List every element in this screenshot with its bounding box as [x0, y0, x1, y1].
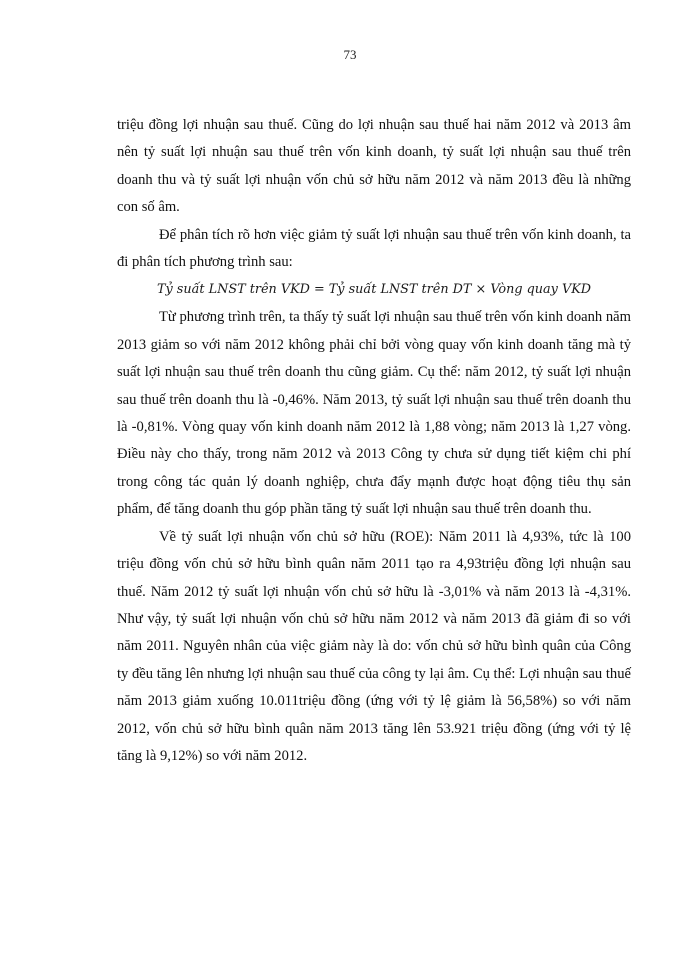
- paragraph-roe-analysis: Về tỷ suất lợi nhuận vốn chủ sở hữu (ROE): Năm 2011 là 4,93%, tức là 100 triệu đồng vốn chủ sở hữu bình quân năm 2011 tạo ra 4,93triệu đồng lợi nhuận sau thuế. Năm 2012 tỷ suất lợi nhuận vốn chủ sở hữu là -3,01% và năm 2013 là -4,31%. Như vậy, tỷ suất lợi nhuận vốn chủ sở hữu năm 2012 và năm 2013 đã giảm đi so với năm 2011. Nguyên nhân của việc giảm này là do: vốn chủ sở hữu bình quân của Công ty đều tăng lên nhưng lợi nhuận sau thuế của công ty lại âm. Cụ thể: Lợi nhuận sau thuế năm 2013 giảm xuống 10.011triệu đồng (ứng với tỷ lệ giảm là 56,58%) so với năm 2012, vốn chủ sở hữu bình quân năm 2013 tăng lên 53.921 triệu đồng (ứng với tỷ lệ tăng là 9,12%) so với năm 2012.: [117, 528, 631, 764]
- page-number: 73: [343, 47, 357, 62]
- paragraph-negative-profit: triệu đồng lợi nhuận sau thuế. Cũng do lợi nhuận sau thuế hai năm 2012 và 2013 âm nên tỷ suất lợi nhuận sau thuế trên vốn kinh doanh, tỷ suất lợi nhuận sau thuế trên doanh thu và tỷ suất lợi nhuận vốn chủ sở hữu năm 2012 và năm 2013 đều là những con số âm.: [117, 117, 631, 216]
- formula-roa-decomposition: Tỷ suất LNST trên VKD = Tỷ suất LNST trên DT × Vòng quay VKD: [156, 282, 592, 298]
- paragraph-analysis-intro: Để phân tích rõ hơn việc giảm tỷ suất lợi nhuận sau thuế trên vốn kinh doanh, ta đi phân tích phương trình sau:: [117, 226, 631, 271]
- paragraph-equation-explanation: Từ phương trình trên, ta thấy tỷ suất lợi nhuận sau thuế trên vốn kinh doanh năm 2013 giảm so với năm 2012 không phải chỉ bởi vòng quay vốn kinh doanh tăng mà tỷ suất lợi nhuận sau thuế trên doanh thu cũng giảm. Cụ thể: năm 2012, tỷ suất lợi nhuận sau thuế trên doanh thu là -0,46%. Năm 2013, tỷ suất lợi nhuận sau thuế trên doanh thu là -0,81%. Vòng quay vốn kinh doanh năm 2012 là 1,88 vòng; năm 2013 là 1,27 vòng. Điều này cho thấy, trong năm 2012 và 2013 Công ty chưa sử dụng tiết kiệm chi phí trong công tác quản lý doanh nghiệp, chưa đẩy mạnh được hoạt động tiêu thụ sản phẩm, để tăng doanh thu góp phần tăng tỷ suất lợi nhuận sau thuế trên doanh thu.: [117, 309, 631, 518]
- page-body: [117, 112, 631, 770]
